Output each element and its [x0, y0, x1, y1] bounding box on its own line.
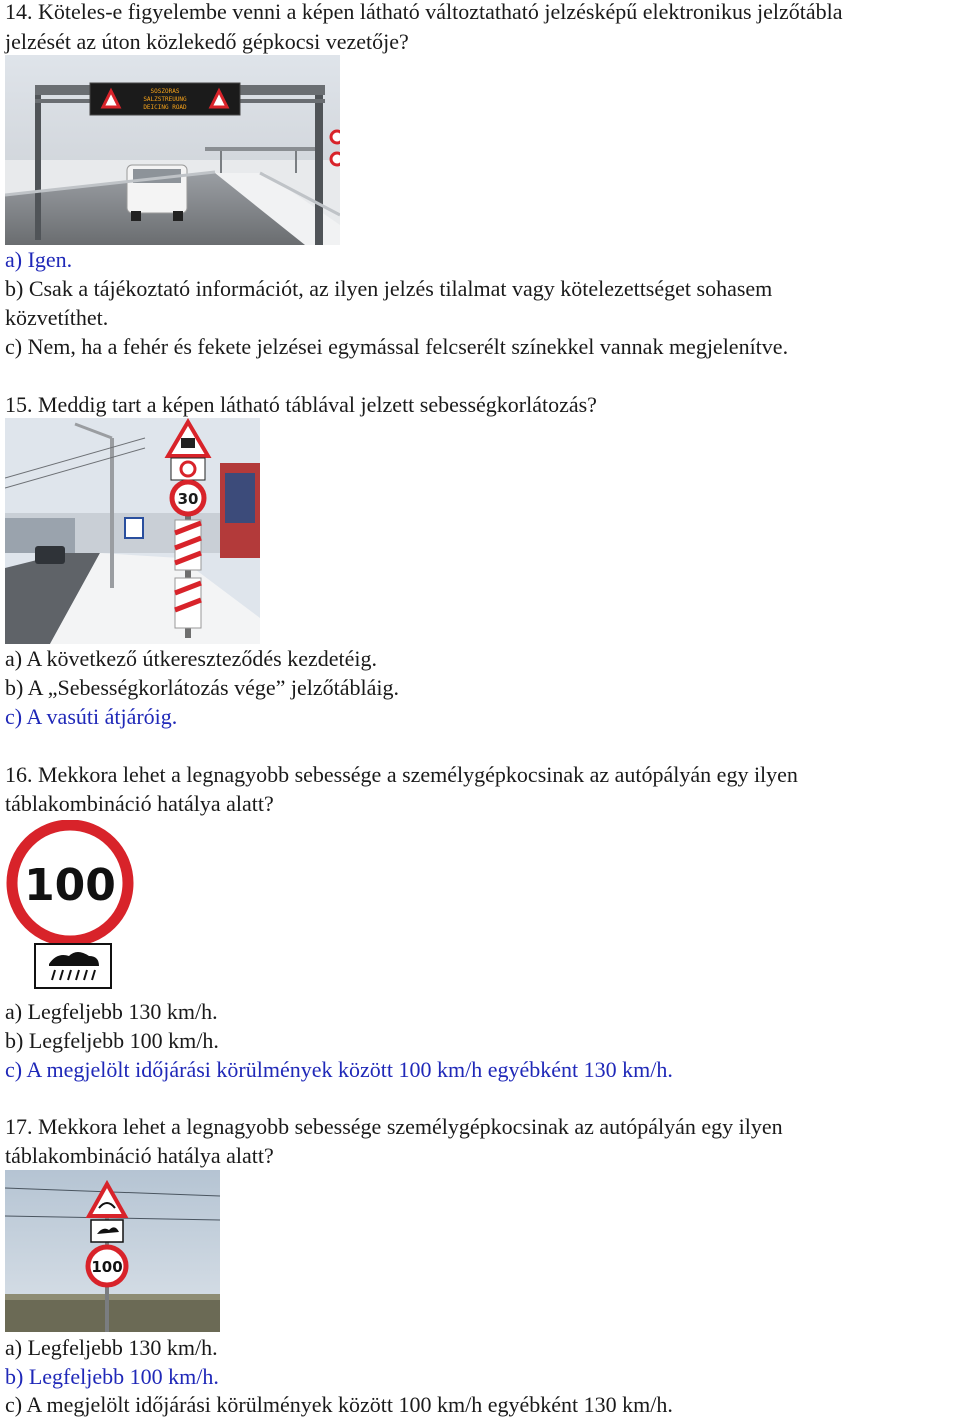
vms-text-2: SALZSTREUUNG — [143, 96, 187, 103]
question-15-answer-a: a) A következő útkereszteződés kezdetéig. — [5, 646, 378, 671]
question-17-text-cont: táblakombináció hatálya alatt? — [5, 1143, 274, 1168]
question-16-answer-c: c) A megjelölt időjárási körülmények között 100 km/h egyébként 130 km/h. — [5, 1057, 673, 1082]
question-16-answer-b: b) Legfeljebb 100 km/h. — [5, 1028, 219, 1053]
speed-limit-100-sign: 100 — [24, 860, 116, 911]
question-14-text-cont: jelzését az úton közlekedő gépkocsi vezetője? — [5, 29, 409, 54]
question-17-text — [5, 1112, 783, 1141]
vms-text-3: DEICING ROAD — [143, 104, 187, 111]
question-number: 14. — [5, 0, 33, 24]
question-16-text-cont: táblakombináció hatálya alatt? — [5, 791, 274, 816]
question-17-image — [5, 1170, 220, 1332]
question-17-answer-a: a) Legfeljebb 130 km/h. — [5, 1335, 218, 1360]
question-16-text — [5, 760, 798, 789]
question-15-text — [5, 390, 597, 419]
question-number: 16. — [5, 762, 33, 787]
question-15-answer-c: c) A vasúti átjáróig. — [5, 704, 178, 729]
vms-text-1: SOSZORAS — [150, 88, 180, 95]
question-text: Köteles-e figyelembe venni a képen látható változtatható jelzésképű elektronikus jelzőtábla — [38, 0, 843, 24]
question-14-answer-a: a) Igen. — [5, 247, 73, 272]
question-number: 17. — [5, 1114, 33, 1139]
question-16-answer-a: a) Legfeljebb 130 km/h. — [5, 999, 218, 1024]
question-16-image — [5, 820, 135, 992]
speed-limit-100-sign: 100 — [91, 1258, 123, 1276]
question-17-answer-c: c) A megjelölt időjárási körülmények között 100 km/h egyébként 130 km/h. — [5, 1392, 673, 1417]
question-text: Meddig tart a képen látható táblával jelzett sebességkorlátozás? — [38, 392, 597, 417]
question-number: 15. — [5, 392, 33, 417]
question-15-image — [5, 418, 260, 644]
question-17-answer-b: b) Legfeljebb 100 km/h. — [5, 1364, 219, 1389]
question-text: Mekkora lehet a legnagyobb sebessége személygépkocsinak az autópályán egy ilyen — [38, 1114, 783, 1139]
question-14-answer-b: b) Csak a tájékoztató információt, az ilyen jelzés tilalmat vagy kötelezettséget sohasem — [5, 276, 773, 301]
question-14-answer-b-cont: közvetíthet. — [5, 305, 109, 330]
question-14-text — [5, 0, 843, 26]
speed-limit-30-sign: 30 — [177, 490, 199, 508]
question-14-answer-c: c) Nem, ha a fehér és fekete jelzései egymással felcserélt színekkel vannak megjelenítve. — [5, 334, 789, 359]
question-text: Mekkora lehet a legnagyobb sebessége a személygépkocsinak az autópályán egy ilyen — [38, 762, 798, 787]
question-15-answer-b: b) A „Sebességkorlátozás vége” jelzőtábláig. — [5, 675, 400, 700]
question-14-image — [5, 55, 340, 245]
